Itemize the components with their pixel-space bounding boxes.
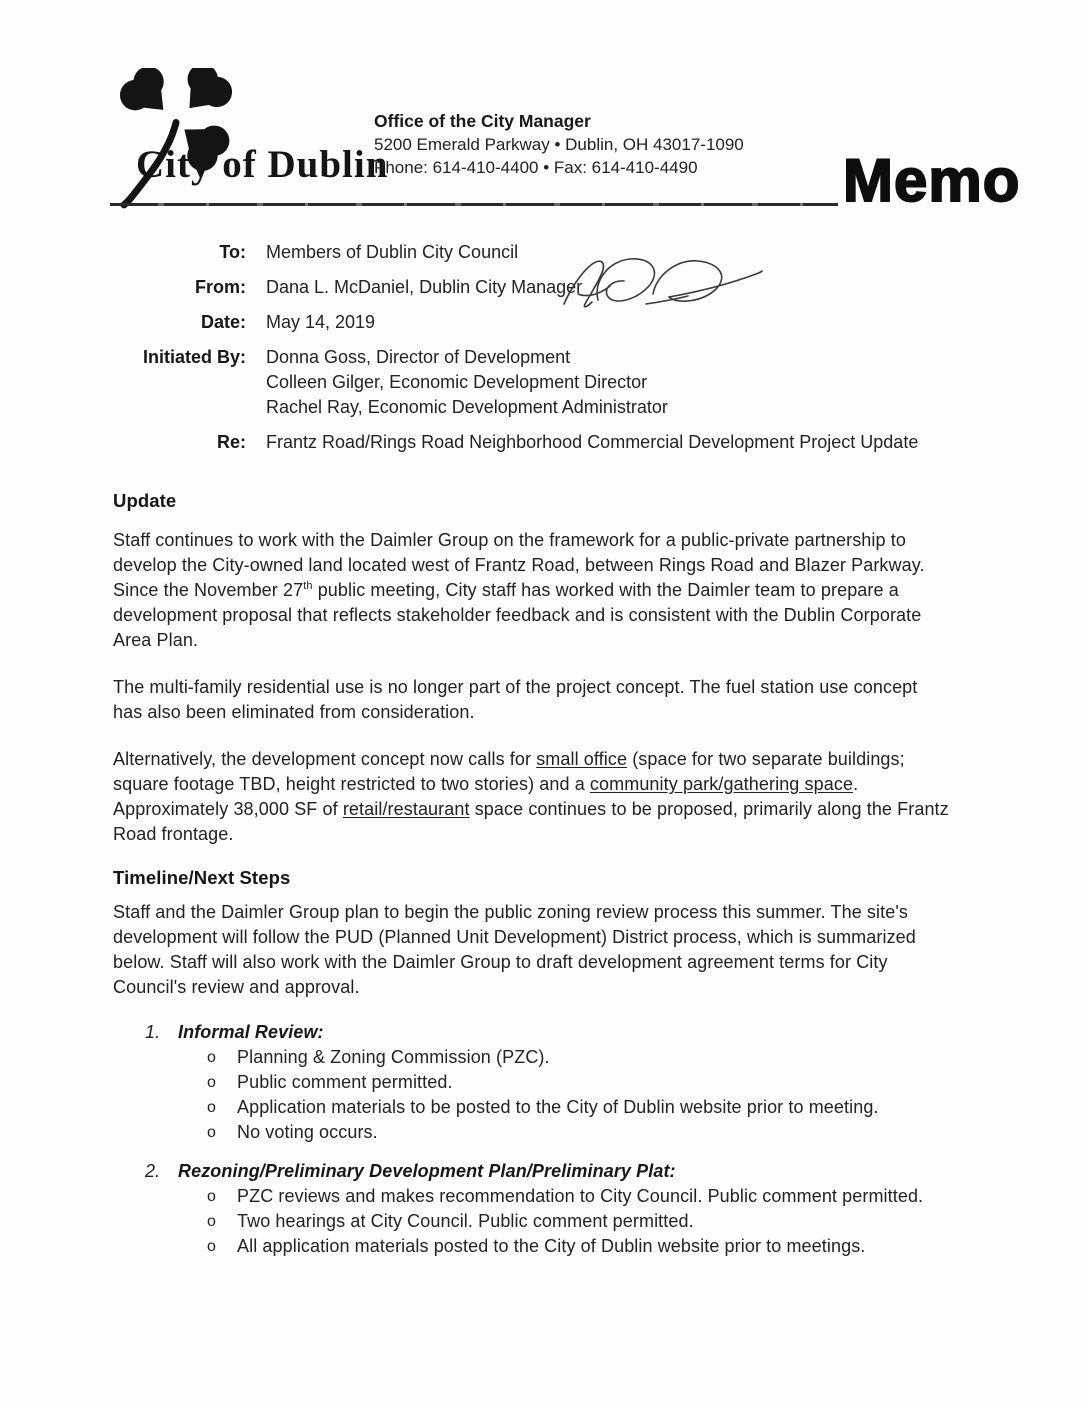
bullet-item <box>113 1209 949 1234</box>
paragraph-text: . Approximately 38,000 SF of <box>113 774 859 819</box>
underlined-phrase: community park/gathering space <box>589 774 854 794</box>
numbered-item-2 <box>113 1159 949 1259</box>
memo-title: Memo <box>843 147 1021 214</box>
from-value: Dana L. McDaniel, Dublin City Manager <box>266 277 583 297</box>
bullet-marker: o <box>207 1074 216 1091</box>
numbered-item-1 <box>113 1020 949 1145</box>
initiated-by-line: Donna Goss, Director of Development <box>266 347 571 367</box>
initiated-by-values <box>266 345 668 420</box>
meta-row-initiated-by <box>108 345 988 420</box>
meta-row-from <box>108 275 988 300</box>
meta-row-re <box>108 430 988 455</box>
office-phone-line: Phone: 614-410-4400 • Fax: 614-410-4490 <box>374 158 698 177</box>
meta-row-to <box>108 240 988 265</box>
re-label: Re: <box>216 432 246 452</box>
bullet-item <box>113 1120 949 1145</box>
bullet-marker: o <box>207 1188 216 1205</box>
initiated-by-line: Rachel Ray, Economic Development Administrator <box>266 397 668 417</box>
update-paragraph-3 <box>113 747 949 847</box>
memo-body <box>113 488 949 1259</box>
bullet-marker: o <box>207 1238 216 1255</box>
timeline-heading: Timeline/Next Steps <box>113 867 291 888</box>
ordinal-superscript: th <box>303 580 313 592</box>
header-divider <box>110 203 838 206</box>
bullet-text: Application materials to be posted to the City of Dublin website prior to meeting. <box>237 1097 879 1117</box>
underlined-phrase: small office <box>536 749 628 769</box>
bullet-item <box>113 1234 949 1259</box>
bullet-marker: o <box>207 1099 216 1116</box>
update-heading: Update <box>113 490 177 511</box>
bullet-text: PZC reviews and makes recommendation to City Council. Public comment permitted. <box>237 1186 924 1206</box>
initiated-by-label: Initiated By: <box>142 347 246 367</box>
bullet-marker: o <box>207 1124 216 1141</box>
to-label: To: <box>219 242 246 262</box>
to-value: Members of Dublin City Council <box>266 242 519 262</box>
paragraph-text: space continues to be proposed, primarily along the Frantz Road frontage. <box>113 799 949 844</box>
paragraph-text: public meeting, City staff has worked with the Daimler team to prepare a development proposal that reflects stakeholder feedback and is consistent with the Dublin Corporate Area Plan. <box>113 580 922 650</box>
bullet-text: No voting occurs. <box>237 1122 378 1142</box>
item-title: Rezoning/Preliminary Development Plan/Preliminary Plat: <box>178 1161 676 1181</box>
bullet-marker: o <box>207 1213 216 1230</box>
meta-row-date <box>108 310 988 335</box>
bullet-item <box>113 1045 949 1070</box>
signature <box>558 252 766 316</box>
paragraph-text: Alternatively, the development concept now calls for <box>113 749 537 769</box>
item-number: 1. <box>145 1022 161 1042</box>
initiated-by-line: Colleen Gilger, Economic Development Director <box>266 372 648 392</box>
bullet-text: Public comment permitted. <box>237 1072 453 1092</box>
timeline-paragraph: Staff and the Daimler Group plan to begin the public zoning review process this summer. The site's development will follow the PUD (Planned Unit Development) District process, which is summarized below. Staff will also work with the Daimler Group to draft development agreement terms for City Council's review and approval. <box>113 902 916 997</box>
numbered-item-title-row <box>113 1159 949 1184</box>
update-paragraph-1 <box>113 528 949 653</box>
bullet-item <box>113 1184 949 1209</box>
city-of-dublin-logotype: City of Dublin <box>136 143 389 186</box>
bullet-item <box>113 1070 949 1095</box>
office-title: Office of the City Manager <box>374 111 591 131</box>
bullet-marker: o <box>207 1049 216 1066</box>
numbered-item-title-row <box>113 1020 949 1045</box>
paragraph-text: (space for two separate buildings; square footage TBD, height restricted to two stories) and a <box>113 749 905 794</box>
bullet-text: Two hearings at City Council. Public comment permitted. <box>237 1211 694 1231</box>
shamrock-icon <box>100 68 252 210</box>
office-address-line: 5200 Emerald Parkway • Dublin, OH 43017-1090 <box>374 135 744 154</box>
item-number: 2. <box>145 1161 161 1181</box>
bullet-text: All application materials posted to the City of Dublin website prior to meetings. <box>237 1236 866 1256</box>
memo-meta-fields <box>108 240 988 465</box>
from-label: From: <box>195 277 246 297</box>
bullet-text: Planning & Zoning Commission (PZC). <box>237 1047 550 1067</box>
office-address-block <box>374 110 744 179</box>
paragraph-text: Staff continues to work with the Daimler Group on the framework for a public-private partnership to develop the City-owned land located west of Frantz Road, between Rings Road and Blazer Parkway. Since the November 27 <box>113 530 925 600</box>
re-value: Frantz Road/Rings Road Neighborhood Commercial Development Project Update <box>266 432 919 452</box>
date-label: Date: <box>200 312 246 332</box>
bullet-item <box>113 1095 949 1120</box>
date-value: May 14, 2019 <box>266 312 376 332</box>
update-paragraph-2: The multi-family residential use is no longer part of the project concept. The fuel station use concept has also been eliminated from consideration. <box>113 677 918 722</box>
item-title: Informal Review: <box>178 1022 324 1042</box>
underlined-phrase: retail/restaurant <box>342 799 470 819</box>
